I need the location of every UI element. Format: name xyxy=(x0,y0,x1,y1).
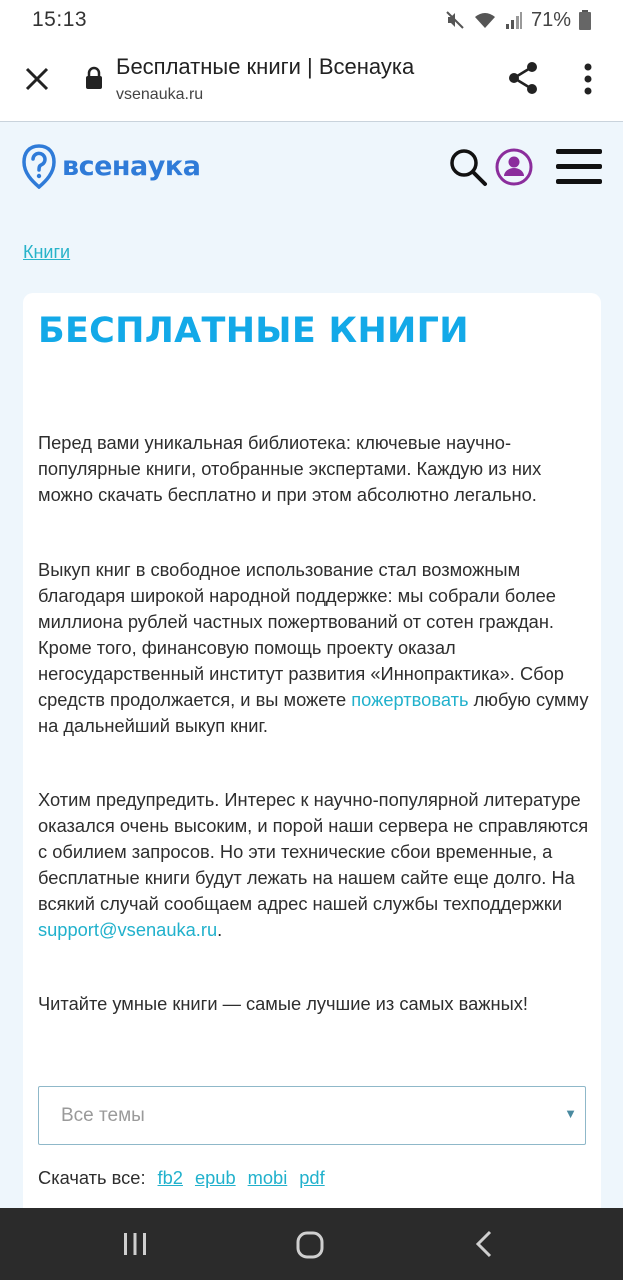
logo-question-icon xyxy=(22,143,56,189)
warning-text-start: Хотим предупредить. Интерес к научно-популярной литературе оказался очень высоким, и порой наши сервера не справляются с обилием запросов. Но эти технические сбои временные, а бесплатные книги будут лежать на нашем сайте еще долго. На всякий случай сообщаем адрес нашей службы техподдержки xyxy=(38,789,589,914)
system-nav-bar xyxy=(0,1208,623,1280)
wifi-icon xyxy=(473,10,497,30)
funding-text-start: Выкуп книг в свободное использование стал возможным благодаря широкой народной поддержке: мы собрали более миллиона рублей частных пожертвований от сотен граждан. Кроме того, финансовую помощь проекту оказал негосударственный институт развития «Иннопрактика». Сбор средств продолжается, и вы можете xyxy=(38,559,564,710)
warning-text-end: . xyxy=(217,919,223,940)
search-icon[interactable] xyxy=(448,147,488,187)
logo-text: всенаука xyxy=(62,150,201,182)
intro-paragraph: Перед вами уникальная библиотека: ключевые научно-популярные книги, отобранные экспертами. Каждую из них можно скачать бесплатно и при этом абсолютно легально. xyxy=(38,432,542,505)
more-options-button[interactable] xyxy=(578,62,598,96)
browser-url[interactable]: vsenauka.ru xyxy=(116,86,204,103)
download-all-label: Скачать все: xyxy=(38,1167,146,1188)
close-tab-button[interactable] xyxy=(22,64,52,94)
recent-apps-icon[interactable] xyxy=(122,1232,148,1256)
closing-paragraph: Читайте умные книги — самые лучшие из самых важных! xyxy=(38,993,528,1014)
download-fb2-link[interactable]: fb2 xyxy=(157,1167,183,1188)
warning-paragraph xyxy=(38,787,590,943)
download-mobi-link[interactable]: mobi xyxy=(247,1167,288,1188)
breadcrumb-books-link[interactable]: Книги xyxy=(23,242,71,262)
share-button[interactable] xyxy=(506,60,540,96)
topics-select-value: Все темы xyxy=(61,1105,145,1126)
topics-select[interactable] xyxy=(38,1086,586,1145)
funding-text-end: любую сумму на дальнейший выкуп книг. xyxy=(38,689,589,736)
content-card xyxy=(23,293,601,1223)
funding-paragraph xyxy=(38,557,590,739)
download-pdf-link[interactable]: pdf xyxy=(299,1167,325,1188)
site-logo[interactable] xyxy=(22,143,200,189)
signal-icon xyxy=(505,10,523,30)
status-icons xyxy=(445,9,591,32)
download-all-row xyxy=(38,1167,325,1189)
browser-page-title: Бесплатные книги | Всенаука xyxy=(116,54,415,79)
page-title: БЕСПЛАТНЫЕ КНИГИ xyxy=(38,311,469,351)
lock-icon xyxy=(84,66,104,90)
chevron-down-icon: ▼ xyxy=(564,1106,577,1121)
battery-icon xyxy=(579,10,591,30)
browser-toolbar xyxy=(0,40,623,122)
home-icon[interactable] xyxy=(296,1231,324,1259)
status-bar xyxy=(0,0,623,40)
support-email-link[interactable]: support@vsenauka.ru xyxy=(38,919,218,940)
hamburger-menu-icon[interactable] xyxy=(556,147,602,187)
back-icon[interactable] xyxy=(474,1230,494,1258)
download-epub-link[interactable]: epub xyxy=(194,1167,236,1188)
profile-icon[interactable] xyxy=(494,147,534,187)
mute-icon xyxy=(445,10,465,30)
battery-percent: 71% xyxy=(530,8,571,31)
site-header xyxy=(0,123,623,213)
status-time: 15:13 xyxy=(32,8,88,31)
donate-link[interactable]: пожертвовать xyxy=(351,689,469,710)
